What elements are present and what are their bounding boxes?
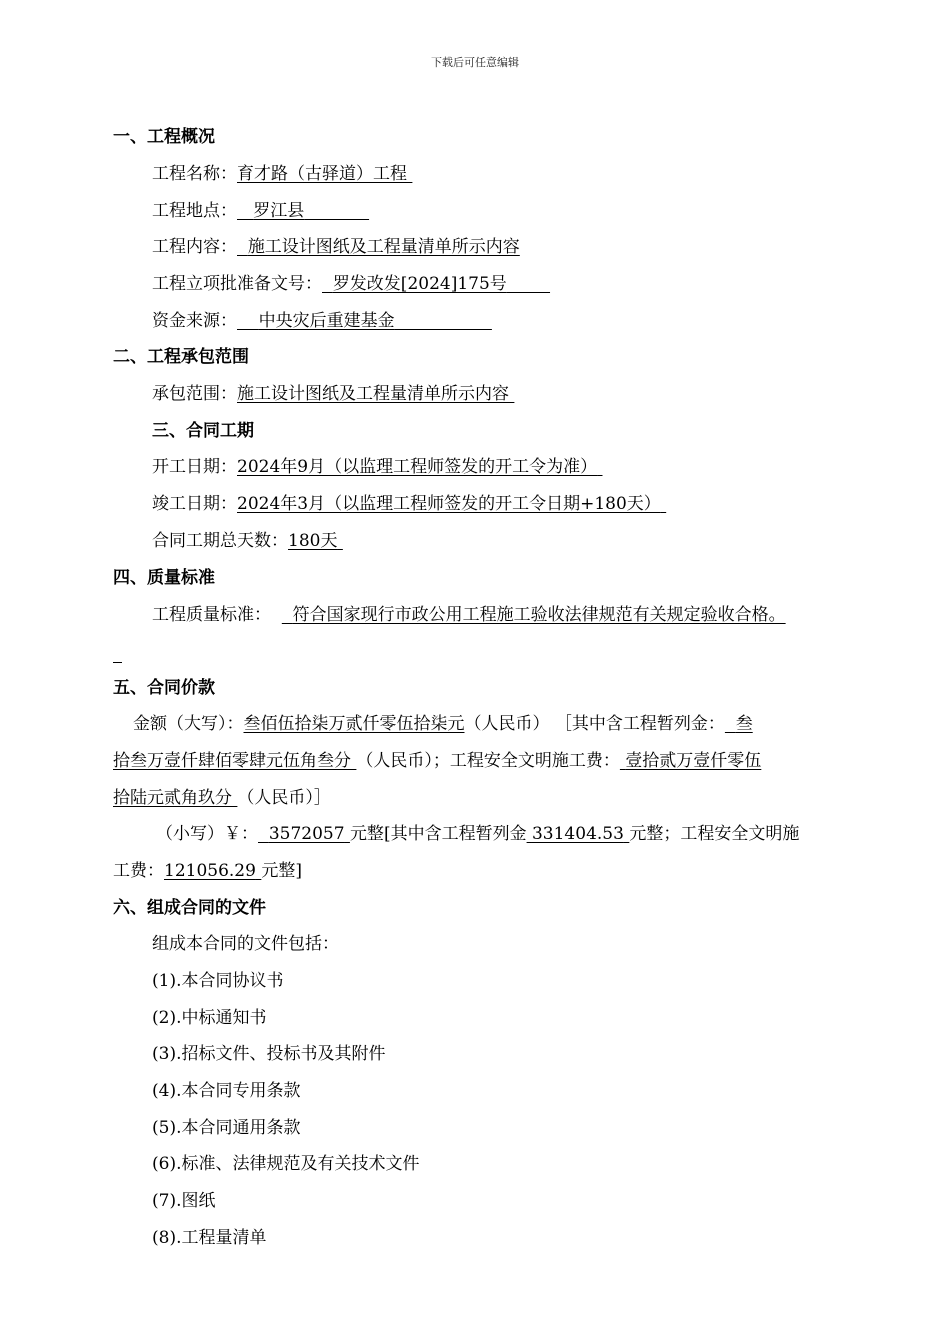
total-days-value: 180天 [288, 531, 338, 551]
amount-words-row-2 [113, 750, 761, 772]
project-content-value: 施工设计图纸及工程量清单所示内容 [247, 237, 520, 257]
safety-fee-value-part2: 拾陆元贰角玖分 [113, 788, 232, 808]
document-list-item: (4).本合同专用条款 [152, 1081, 301, 1101]
project-name-row [152, 163, 412, 185]
section-6-title: 六、组成合同的文件 [113, 898, 266, 918]
start-date-value: 2024年9月（以监理工程师签发的开工令为准） [237, 457, 598, 477]
end-date-row [152, 493, 666, 515]
provisional-sum-label: ［其中含工程暂列金： [554, 714, 725, 734]
project-content-row [152, 236, 520, 258]
total-days-row [152, 530, 343, 552]
safety-fee-label: ；工程安全文明施工费： [432, 751, 620, 771]
total-days-label: 合同工期总天数： [152, 531, 288, 551]
quality-value: 符合国家现行市政公用工程施工验收法律规范有关规定验收合格。 [292, 605, 786, 625]
project-name-label: 工程名称： [152, 164, 237, 184]
approval-number-value: 罗发改发[2024]175号 [332, 274, 507, 294]
project-location-value: 罗江县 [253, 201, 305, 221]
amount-words-row-1 [133, 713, 753, 735]
document-list-item: (8).工程量清单 [152, 1228, 267, 1248]
start-date-label: 开工日期： [152, 457, 237, 477]
currency-note-2: （人民币） [356, 751, 433, 771]
document-list-item: (2).中标通知书 [152, 1008, 267, 1028]
section-4-title: 四、质量标准 [113, 568, 215, 588]
project-location-row [152, 200, 369, 222]
section-2-title: 二、工程承包范围 [113, 347, 249, 367]
documents-intro: 组成本合同的文件包括： [152, 934, 339, 954]
section-1-title: 一、工程概况 [113, 127, 215, 147]
fund-source-row [152, 310, 492, 332]
small-safety-unit: 元整] [261, 861, 302, 881]
document-list-item: (6).标准、法律规范及有关技术文件 [152, 1154, 420, 1174]
start-date-row [152, 456, 603, 478]
scope-value: 施工设计图纸及工程量清单所示内容 [237, 384, 509, 404]
amount-figures-label: （小写）￥： [156, 824, 258, 844]
project-name-value: 育才路（古驿道）工程 [237, 164, 407, 184]
provisional-sum-value-part2: 拾叁万壹仟肆佰零肆元伍角叁分 [113, 751, 351, 771]
quality-row-continuation [113, 641, 122, 663]
currency-note-3: （人民币）］ [237, 788, 331, 808]
amount-figures-row-1 [156, 823, 799, 845]
fund-source-value: 中央灾后重建基金 [258, 311, 395, 331]
blank-underline [113, 644, 122, 663]
document-list-item: (3).招标文件、投标书及其附件 [152, 1044, 386, 1064]
page-header: 下载后可任意编辑 [431, 56, 519, 69]
small-provisional-label: [其中含工程暂列金 [383, 824, 527, 844]
project-location-label: 工程地点： [152, 201, 237, 221]
amount-words-value: 叁佰伍拾柒万贰仟零伍拾柒元 [243, 714, 465, 734]
end-date-value: 2024年3月（以监理工程师签发的开工令日期+180天） [237, 494, 661, 514]
scope-row [152, 383, 514, 405]
approval-number-label: 工程立项批准备文号： [152, 274, 322, 294]
amount-figures-row-2 [113, 860, 302, 882]
approval-number-row [152, 273, 550, 295]
document-list-item: (1).本合同协议书 [152, 971, 284, 991]
scope-label: 承包范围： [152, 384, 237, 404]
amount-figures-value: 3572057 [268, 824, 345, 844]
quality-row [152, 604, 786, 626]
section-3-title: 三、合同工期 [152, 421, 254, 441]
project-content-label: 工程内容： [152, 237, 237, 257]
safety-fee-value-part1: 壹拾贰万壹仟零伍 [625, 751, 762, 771]
provisional-sum-value-part1: 叁 [735, 714, 753, 734]
document-list-item: (7).图纸 [152, 1191, 216, 1211]
section-5-title: 五、合同价款 [113, 678, 215, 698]
small-provisional-value: 331404.53 [531, 824, 624, 844]
quality-label: 工程质量标准： [152, 605, 271, 625]
amount-words-row-3 [113, 787, 331, 809]
small-safety-value: 121056.29 [164, 861, 256, 881]
fund-source-label: 资金来源： [152, 311, 237, 331]
small-provisional-unit: 元整；工程安全文明施 [629, 824, 800, 844]
end-date-label: 竣工日期： [152, 494, 237, 514]
amount-words-label: 金额（大写）： [133, 714, 244, 734]
small-safety-label: 工费： [113, 861, 164, 881]
amount-figures-unit: 元整 [349, 824, 384, 844]
currency-note-1: （人民币） [464, 714, 550, 734]
document-list-item: (5).本合同通用条款 [152, 1118, 301, 1138]
